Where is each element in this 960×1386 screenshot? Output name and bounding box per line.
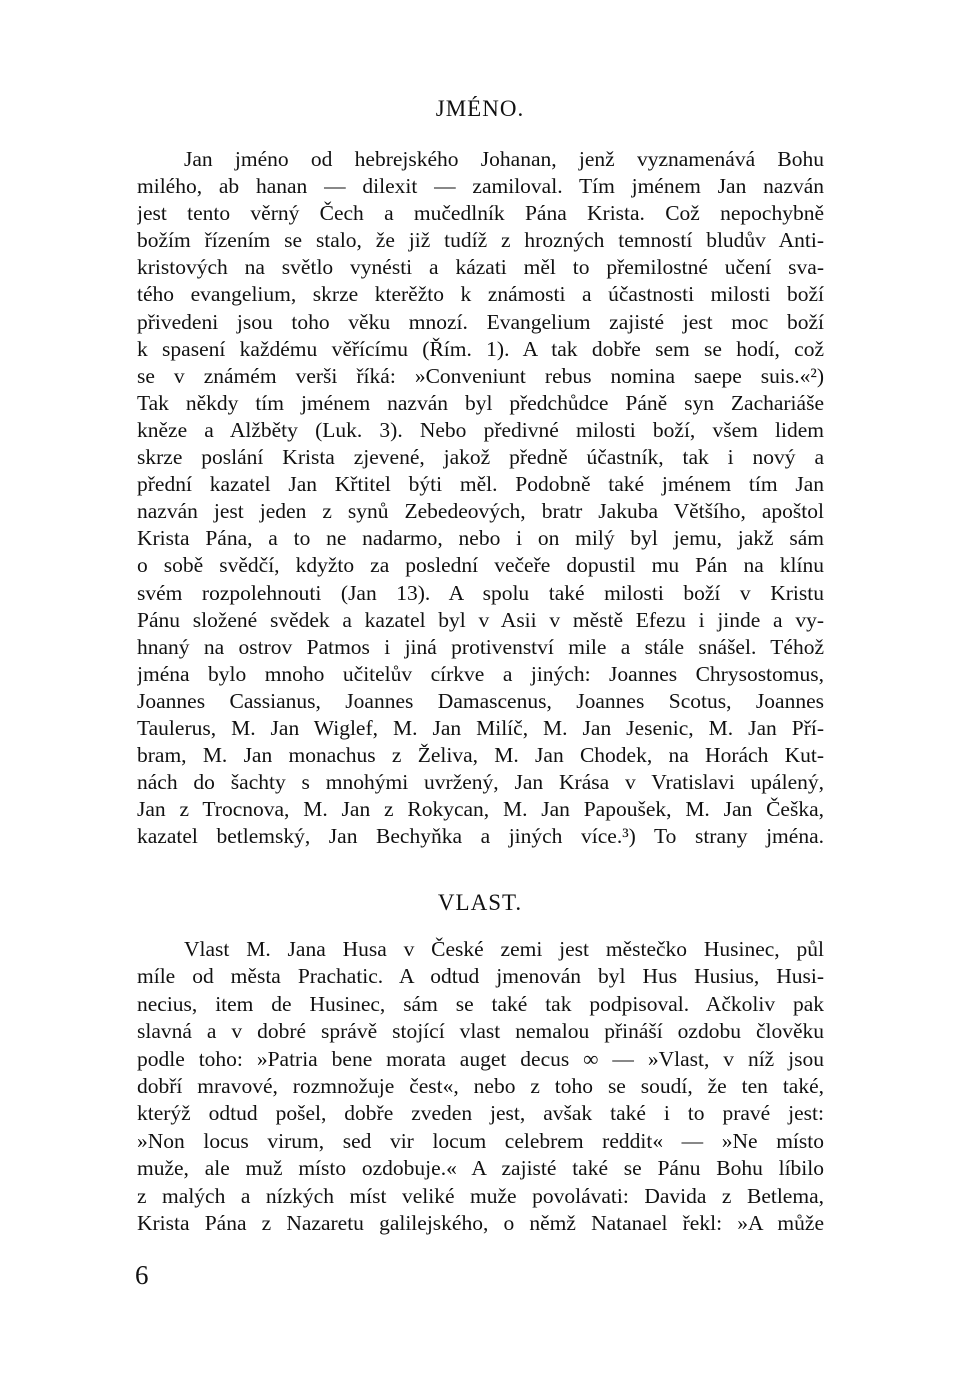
text-line: necius, item de Husinec, sám se také tak podpisoval. Ačkoliv pak <box>137 991 824 1016</box>
text-line: Krista Pána, a to ne nadarmo, nebo i on milý byl jemu, jakž sám <box>137 526 824 551</box>
text-line: božím řízením se stalo, že již tudíž z hrozných temností bludův Anti- <box>137 228 824 253</box>
text-line: se v známém verši říká: »Conveniunt rebus nomina saepe suis.«²) <box>137 363 824 388</box>
text-line: muže, ale muž místo ozdobuje.« A zajisté také se Pánu Bohu líbilo <box>137 1156 824 1181</box>
text-line: Joannes Cassianus, Joannes Damascenus, Joannes Scotus, Joannes <box>137 688 824 713</box>
text-line: dobří mravové, rozmnožuje čest«, nebo z toho se soudí, že ten také, <box>137 1073 824 1098</box>
text-line: přední kazatel Jan Křtitel býti měl. Podobně také jménem tím Jan <box>137 472 824 497</box>
text-line: slavná a v dobré správě stojící vlast nemalou přináší ozdobu člověku <box>137 1019 824 1044</box>
text-line: kazatel betlemský, Jan Bechyňka a jiných více.³) To strany jména. <box>137 824 824 849</box>
text-line: kristových na světlo vynésti a kázati měl to přemilostné učení sva- <box>137 255 824 280</box>
text-line: jména bylo mnoho učitelův církve a jiných: Joannes Chrysostomus, <box>137 661 824 686</box>
text-line: jest tento věrný Čech a mučedlník Pána Krista. Což nepochybně <box>137 201 824 226</box>
text-line: Taulerus, M. Jan Wiglef, M. Jan Milíč, M. Jan Jesenic, M. Jan Pří- <box>137 715 824 740</box>
text-line: míle od města Prachatic. A odtud jmenován byl Hus Husius, Husi- <box>137 964 824 989</box>
text-line: skrze poslání Krista zjevené, jakož předně účastník, tak i nový a <box>137 445 824 470</box>
text-line: nazván jest jeden z synů Zebedeových, bratr Jakuba Většího, apoštol <box>137 499 824 524</box>
section-body-vlast <box>137 936 824 1237</box>
text-line: nách do šachty s mnohými uvržený, Jan Krása v Vratislavi upálený, <box>137 770 824 795</box>
text-line: Vlast M. Jana Husa v České zemi jest městečko Husinec, půl <box>184 937 824 961</box>
text-line: Jan z Trocnova, M. Jan z Rokycan, M. Jan Papoušek, M. Jan Češka, <box>137 797 824 822</box>
section-heading-jmeno: JMÉNO. <box>435 96 525 121</box>
text-line: kněze a Alžběty (Luk. 3). Nebo předivné milosti boží, všem lidem <box>137 417 824 442</box>
text-line: bram, M. Jan monachus z Želiva, M. Jan Chodek, na Horách Kut- <box>137 743 824 768</box>
text-line: kterýž odtud pošel, dobře zveden jest, avšak také i to pravé jest: <box>137 1101 824 1126</box>
text-line: o sobě svědčí, kdyžto za poslední večeře dopustil mu Pán na klínu <box>137 553 824 578</box>
text-line: »Non locus virum, sed vir locum celebrem reddit« — »Ne místo <box>137 1128 824 1153</box>
text-line: tého evangelium, skrze kterěžto k známosti a účastnosti milosti boží <box>137 282 824 307</box>
text-line: Jan jméno od hebrejského Johanan, jenž vyznamenává Bohu <box>184 147 824 171</box>
text-line: hnaný na ostrov Patmos i jiná protivenství mile a stále snášel. Téhož <box>137 634 824 659</box>
section-body-jmeno <box>137 146 824 850</box>
text-line: milého, ab hanan — dilexit — zamiloval. Tím jménem Jan nazván <box>137 174 824 199</box>
text-line: přivedeni jsou toho věku mnozí. Evangelium zajisté jest moc boží <box>137 309 824 334</box>
text-line: Tak někdy tím jménem nazván byl předchůdce Páně syn Zachariáše <box>137 390 824 415</box>
text-line: Pánu složené svědek a kazatel byl v Asii v městě Efezu i jinde a vy- <box>137 607 824 632</box>
page-number: 6 <box>135 1260 149 1290</box>
text-line: Krista Pána z Nazaretu galilejského, o němž Natanael řekl: »A může <box>137 1210 824 1235</box>
section-heading-vlast: VLAST. <box>437 890 523 915</box>
text-line: z malých a nízkých míst veliké muže povolávati: Davida z Betlema, <box>137 1183 824 1208</box>
text-line: podle toho: »Patria bene morata auget decus ∞ — »Vlast, v níž jsou <box>137 1046 824 1071</box>
text-line: k spasení každému věřícímu (Řím. 1). A tak dobře sem se hodí, což <box>137 336 824 361</box>
text-line: svém rozpolehnouti (Jan 13). A spolu také milosti boží v Kristu <box>137 580 824 605</box>
